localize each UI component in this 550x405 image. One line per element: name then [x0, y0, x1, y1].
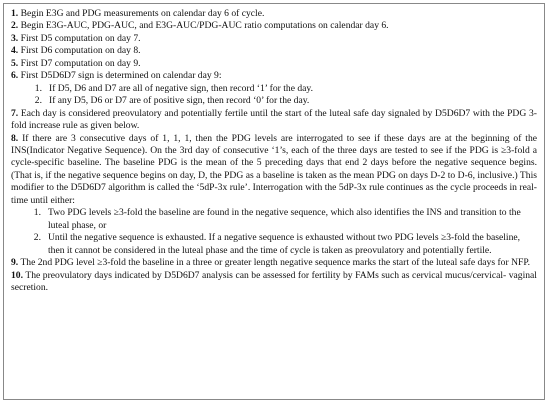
step-number: 1.: [11, 8, 19, 19]
step-text: First D5 computation on day 7.: [20, 32, 141, 44]
step-6: [11, 70, 537, 82]
step-text: Begin E3G-AUC, PDG-AUC, and E3G-AUC/PDG-AUC ratio computations on calendar day 6.: [20, 20, 389, 32]
step-number: 5.: [11, 57, 19, 69]
sub-text: If any D5, D6 or D7 are of positive sign, then record ‘0’ for the day.: [49, 95, 310, 107]
step-text: Each day is considered preovulatory and potentially fertile until the start of the luteal safe day signaled by D5D6D7 with the PDG 3-fold increase rule as given below.: [11, 107, 537, 132]
step-8-sub-1: [11, 207, 537, 232]
sub-text: If D5, D6 and D7 are all of negative sign, then record ‘1’ for the day.: [49, 82, 313, 94]
step-number: 3.: [11, 32, 19, 44]
step-number: 7.: [11, 107, 19, 119]
step-text: The preovulatory days indicated by D5D6D7 analysis can be assessed for fertility by FAMs such as cervical mucus/cervical- vaginal secretion.: [11, 269, 537, 293]
step-text: First D7 computation on day 9.: [20, 57, 141, 69]
sub-number: 2.: [33, 232, 41, 244]
step-8: [11, 133, 537, 208]
step-1: [11, 8, 537, 20]
step-text: First D5D6D7 sign is determined on calendar day 9:: [20, 70, 222, 82]
step-2: [11, 20, 537, 32]
step-6-sub-1: [11, 83, 537, 95]
step-4: [11, 45, 537, 57]
sub-number: 2.: [34, 95, 42, 107]
step-number: 2.: [11, 20, 19, 32]
step-number: 10.: [11, 269, 23, 281]
step-9: [11, 257, 537, 269]
step-number: 6.: [11, 70, 19, 82]
step-number: 4.: [11, 45, 19, 57]
protocol-box: [3, 3, 545, 400]
step-text: Begin E3G and PDG measurements on calendar day 6 of cycle.: [20, 8, 265, 19]
sub-number: 1.: [34, 82, 42, 94]
step-number: 8.: [11, 132, 19, 144]
step-text: First D6 computation on day 8.: [20, 45, 141, 57]
step-number: 9.: [11, 257, 19, 269]
step-5: [11, 58, 537, 70]
sub-text: Two PDG levels ≥3-fold the baseline are found in the negative sequence, which also identifies the INS and transition to the luteal phase, or: [48, 207, 521, 231]
step-7: [11, 108, 537, 133]
sub-number: 1.: [33, 207, 41, 219]
step-3: [11, 33, 537, 45]
sub-text: Until the negative sequence is exhausted. If a negative sequence is exhausted without two PDG levels ≥3-fold the baseline, then it cannot be considered in the luteal phase and the time of cycle is taken as preovulatory and potentially fertile.: [48, 232, 521, 256]
step-6-sub-2: [11, 95, 537, 107]
step-8-sub-2: [11, 232, 537, 257]
step-text: If there are 3 consecutive days of 1, 1, 1, then the PDG levels are interrogated to see if these days are at the beginning of the INS(Indicator Negative Sequence). On the 3rd day of consecutive ‘1’s, each of the three days are tested to see if the PDG is ≥3-fold a cycle-specific baseline. The baseline PDG is the mean of the 5 preceding days that end 2 days before the negative sequence begins. (That is, if the negative sequence begins on day, D, the PDG as a baseline is taken as the mean PDG on days D-2 to D-6, inclusive.) This modifier to the D5D6D7 algorithm is called the ‘5dP-3x rule’. Interrogation with the 5dP-3x rule continues as the cycle proceeds in real-time until either:: [11, 132, 537, 206]
step-text: The 2nd PDG level ≥3-fold the baseline in a three or greater length negative sequence marks the start of the luteal safe days for NFP.: [20, 257, 531, 269]
step-10: [11, 270, 537, 295]
